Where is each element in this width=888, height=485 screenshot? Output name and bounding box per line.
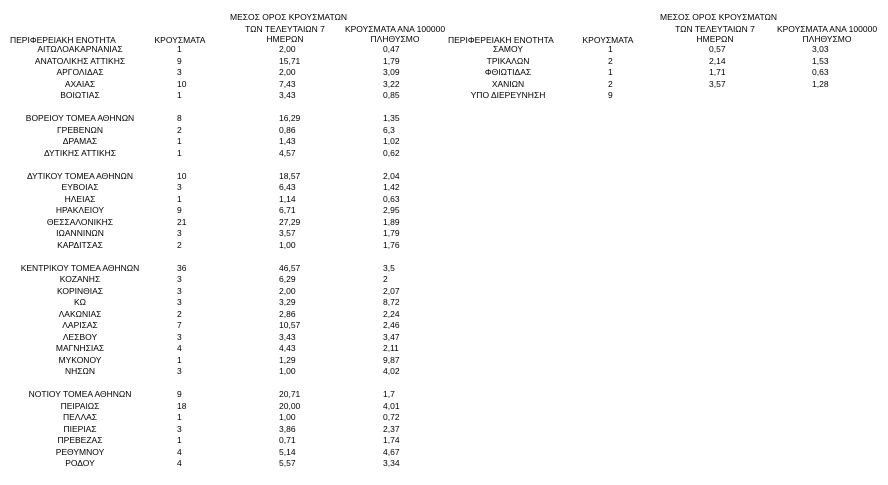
left-cell-region: ΒΟΡΕΙΟΥ ΤΟΜΕΑ ΑΘΗΝΩΝ <box>25 113 135 123</box>
right-cell-per100k: 3,03 <box>812 44 829 54</box>
left-header-per100k-line1: ΚΡΟΥΣΜΑΤΑ ΑΝΑ 100000 <box>344 24 446 34</box>
left-cell-region: ΚΑΡΔΙΤΣΑΣ <box>57 239 103 250</box>
left-cell-per100k: 0,47 <box>383 44 400 54</box>
left-cell-cases: 4 <box>177 458 182 468</box>
left-cell-cases: 9 <box>177 389 182 399</box>
left-cell-cases: 3 <box>177 331 182 342</box>
left-table-row <box>0 182 888 193</box>
right-cell-region: ΥΠΟ ΔΙΕΡΕΥΝΗΣΗ <box>470 90 546 100</box>
left-cell-cases: 3 <box>177 297 182 307</box>
left-cell-region: ΠΙΕΡΙΑΣ <box>63 423 97 434</box>
left-table-row <box>0 458 888 469</box>
left-cell-cases: 3 <box>177 274 182 284</box>
right-cell-cases: 2 <box>608 55 613 66</box>
left-cell-region: ΑΧΑΙΑΣ <box>64 78 96 89</box>
left-table-row <box>0 355 888 366</box>
left-cell-region: ΠΡΕΒΕΖΑΣ <box>57 435 103 445</box>
left-cell-per100k: 4,67 <box>383 446 400 457</box>
left-cell-cases: 10 <box>177 78 187 89</box>
left-header-avg-line3: ΗΜΕΡΩΝ <box>266 34 304 44</box>
left-table-row <box>0 217 888 228</box>
left-cell-region: ΒΟΙΩΤΙΑΣ <box>60 90 100 100</box>
left-cell-avg7: 27,29 <box>279 216 301 227</box>
left-header-avg-line1: ΜΕΣΟΣ ΟΡΟΣ ΚΡΟΥΣΜΑΤΩΝ <box>230 12 347 22</box>
right-cell-avg7: 0,57 <box>709 44 726 54</box>
left-cell-region: ΡΕΘΥΜΝΟΥ <box>55 446 105 457</box>
right-cell-per100k: 1,28 <box>812 78 829 89</box>
left-cell-avg7: 1,00 <box>279 412 296 422</box>
right-table-row <box>0 90 888 101</box>
left-table-row <box>0 286 888 297</box>
left-cell-per100k: 2,37 <box>383 423 400 434</box>
left-cell-avg7: 16,29 <box>279 113 301 123</box>
left-cell-per100k: 1,74 <box>383 435 400 445</box>
left-table-row <box>0 309 888 320</box>
left-table-row <box>0 412 888 423</box>
right-header-per100k-line2: ΠΛΗΘΥΣΜΟ <box>802 34 852 44</box>
left-cell-region: ΚΟΖΑΝΗΣ <box>59 274 101 284</box>
left-cell-region: ΛΑΡΙΣΑΣ <box>62 320 98 330</box>
left-cell-avg7: 18,57 <box>279 170 301 181</box>
left-cell-cases: 4 <box>177 343 182 353</box>
left-cell-avg7: 20,71 <box>279 389 301 399</box>
left-cell-avg7: 2,00 <box>279 67 296 77</box>
left-cell-avg7: 0,71 <box>279 435 296 445</box>
left-cell-per100k: 4,01 <box>383 400 400 411</box>
left-cell-avg7: 4,43 <box>279 343 296 353</box>
left-table-row <box>0 424 888 435</box>
left-table-row <box>0 148 888 159</box>
left-cell-per100k: 0,63 <box>383 193 400 204</box>
left-table-row <box>0 263 888 274</box>
left-table-row <box>0 274 888 285</box>
left-cell-per100k: 2,95 <box>383 205 400 215</box>
left-cell-per100k: 2,24 <box>383 308 400 319</box>
left-cell-region: ΠΕΛΛΑΣ <box>62 412 98 422</box>
left-cell-per100k: 6,3 <box>383 124 395 135</box>
left-cell-region: ΑΡΓΟΛΙΔΑΣ <box>56 67 104 77</box>
left-cell-cases: 3 <box>177 285 182 296</box>
left-cell-region: ΝΟΤΙΟΥ ΤΟΜΕΑ ΑΘΗΝΩΝ <box>28 389 132 399</box>
left-cell-region: ΜΑΓΝΗΣΙΑΣ <box>55 343 105 353</box>
left-cell-region: ΗΡΑΚΛΕΙΟΥ <box>55 205 105 215</box>
left-table-row <box>0 343 888 354</box>
left-cell-cases: 18 <box>177 400 187 411</box>
left-cell-region: ΑΝΑΤΟΛΙΚΗΣ ΑΤΤΙΚΗΣ <box>34 55 126 66</box>
left-cell-avg7: 20,00 <box>279 400 301 411</box>
left-cell-cases: 1 <box>177 90 182 100</box>
left-table-row <box>0 240 888 251</box>
left-table-row <box>0 113 888 124</box>
left-cell-cases: 8 <box>177 113 182 123</box>
left-cell-cases: 1 <box>177 412 182 422</box>
left-cell-region: ΜΥΚΟΝΟΥ <box>58 354 102 365</box>
left-cell-region: ΗΛΕΙΑΣ <box>64 193 96 204</box>
left-cell-cases: 10 <box>177 170 187 181</box>
right-table-row <box>0 44 888 55</box>
left-cell-per100k: 1,89 <box>383 216 400 227</box>
left-table-row <box>0 205 888 216</box>
right-cell-region: ΤΡΙΚΑΛΩΝ <box>486 55 530 66</box>
right-header-per100k-line1: ΚΡΟΥΣΜΑΤΑ ΑΝΑ 100000 <box>776 24 878 34</box>
left-cell-per100k: 3,34 <box>383 458 400 468</box>
left-cell-region: ΘΕΣΣΑΛΟΝΙΚΗΣ <box>46 216 114 227</box>
right-header-region: ΠΕΡΙΦΕΡΕΙΑΚΗ ΕΝΟΤΗΤΑ <box>448 35 554 45</box>
left-header-avg-line2: ΤΩΝ ΤΕΛΕΥΤΑΙΩΝ 7 <box>245 24 325 34</box>
left-cell-avg7: 4,57 <box>279 147 296 158</box>
left-cell-avg7: 6,71 <box>279 205 296 215</box>
left-cell-per100k: 8,72 <box>383 297 400 307</box>
right-cell-per100k: 0,63 <box>812 67 829 77</box>
right-cell-region: ΦΘΙΩΤΙΔΑΣ <box>484 67 532 77</box>
right-table-row <box>0 79 888 90</box>
left-cell-per100k: 2,46 <box>383 320 400 330</box>
left-cell-region: ΛΕΣΒΟΥ <box>62 331 98 342</box>
right-header-per100k <box>768 24 886 44</box>
left-header-per100k <box>340 24 450 44</box>
left-cell-cases: 9 <box>177 55 182 66</box>
left-cell-per100k: 0,62 <box>383 147 400 158</box>
left-cell-cases: 2 <box>177 124 182 135</box>
left-cell-cases: 9 <box>177 205 182 215</box>
right-cell-avg7: 2,14 <box>709 55 726 66</box>
left-cell-per100k: 2,07 <box>383 285 400 296</box>
left-cell-cases: 2 <box>177 239 182 250</box>
left-cell-cases: 3 <box>177 228 182 238</box>
left-table-row <box>0 366 888 377</box>
left-cell-avg7: 5,14 <box>279 446 296 457</box>
left-cell-avg7: 1,29 <box>279 354 296 365</box>
left-header-cases: ΚΡΟΥΣΜΑΤΑ <box>154 35 206 45</box>
left-cell-region: ΓΡΕΒΕΝΩΝ <box>57 124 103 135</box>
left-cell-cases: 3 <box>177 67 182 77</box>
left-header-avg <box>230 12 347 44</box>
left-cell-avg7: 5,57 <box>279 458 296 468</box>
left-cell-avg7: 46,57 <box>279 262 301 273</box>
right-header-avg-line2: ΤΩΝ ΤΕΛΕΥΤΑΙΩΝ 7 <box>675 24 755 34</box>
left-cell-avg7: 0,86 <box>279 124 296 135</box>
left-cell-per100k: 0,85 <box>383 90 400 100</box>
left-cell-per100k: 3,5 <box>383 262 395 273</box>
left-cell-per100k: 3,09 <box>383 67 400 77</box>
left-cell-per100k: 1,79 <box>383 55 400 66</box>
left-cell-per100k: 4,02 <box>383 366 400 376</box>
left-cell-avg7: 3,86 <box>279 423 296 434</box>
left-table-row <box>0 320 888 331</box>
left-cell-avg7: 1,00 <box>279 366 296 376</box>
left-cell-region: ΚΟΡΙΝΘΙΑΣ <box>56 285 104 296</box>
right-header-cases: ΚΡΟΥΣΜΑΤΑ <box>582 35 634 45</box>
left-cell-cases: 4 <box>177 446 182 457</box>
left-cell-avg7: 2,00 <box>279 285 296 296</box>
left-header-per100k-line2: ΠΛΗΘΥΣΜΟ <box>370 34 420 44</box>
left-cell-cases: 1 <box>177 136 182 146</box>
left-cell-avg7: 3,57 <box>279 228 296 238</box>
left-cell-cases: 3 <box>177 423 182 434</box>
left-cell-cases: 1 <box>177 44 182 54</box>
left-cell-avg7: 3,43 <box>279 90 296 100</box>
left-cell-cases: 1 <box>177 193 182 204</box>
left-cell-region: ΛΑΚΩΝΙΑΣ <box>58 308 102 319</box>
left-cell-region: ΕΥΒΟΙΑΣ <box>61 182 99 192</box>
left-cell-avg7: 3,43 <box>279 331 296 342</box>
left-cell-per100k: 2,04 <box>383 170 400 181</box>
left-table-row <box>0 389 888 400</box>
left-cell-region: ΠΕΙΡΑΙΩΣ <box>60 400 100 411</box>
right-cell-cases: 9 <box>608 90 613 100</box>
left-cell-region: ΚΩ <box>73 297 87 307</box>
left-cell-per100k: 1,42 <box>383 182 400 192</box>
left-cell-avg7: 1,14 <box>279 193 296 204</box>
right-cell-region: ΣΑΜΟΥ <box>492 44 523 54</box>
left-cell-avg7: 2,86 <box>279 308 296 319</box>
left-header-region: ΠΕΡΙΦΕΡΕΙΑΚΗ ΕΝΟΤΗΤΑ <box>10 35 116 45</box>
right-cell-cases: 1 <box>608 44 613 54</box>
left-cell-region: ΔΡΑΜΑΣ <box>62 136 98 146</box>
left-cell-per100k: 2,11 <box>383 343 399 353</box>
left-cell-avg7: 1,00 <box>279 239 296 250</box>
left-cell-per100k: 3,22 <box>383 78 400 89</box>
left-table-row <box>0 125 888 136</box>
left-cell-per100k: 1,35 <box>383 113 400 123</box>
left-cell-cases: 1 <box>177 435 182 445</box>
left-cell-avg7: 10,57 <box>279 320 301 330</box>
left-cell-cases: 2 <box>177 308 182 319</box>
right-cell-avg7: 1,71 <box>709 67 726 77</box>
right-header-avg-line3: ΗΜΕΡΩΝ <box>696 34 734 44</box>
right-cell-cases: 2 <box>608 78 613 89</box>
left-cell-cases: 1 <box>177 354 182 365</box>
left-cell-region: ΑΙΤΩΛΟΑΚΑΡΝΑΝΙΑΣ <box>37 44 123 54</box>
left-cell-per100k: 1,7 <box>383 389 395 399</box>
left-cell-cases: 3 <box>177 366 182 376</box>
left-cell-per100k: 9,87 <box>383 354 400 365</box>
left-cell-per100k: 1,76 <box>383 239 400 250</box>
left-table-row <box>0 194 888 205</box>
left-cell-per100k: 1,02 <box>383 136 400 146</box>
left-cell-per100k: 3,47 <box>383 331 400 342</box>
left-table-row <box>0 228 888 239</box>
left-table-row <box>0 136 888 147</box>
left-table-row <box>0 435 888 446</box>
left-cell-avg7: 15,71 <box>279 55 301 66</box>
left-cell-region: ΔΥΤΙΚΟΥ ΤΟΜΕΑ ΑΘΗΝΩΝ <box>26 170 134 181</box>
right-cell-per100k: 1,53 <box>812 55 829 66</box>
left-cell-per100k: 2 <box>383 274 388 284</box>
left-cell-region: ΙΩΑΝΝΙΝΩΝ <box>56 228 104 238</box>
left-cell-avg7: 3,29 <box>279 297 296 307</box>
left-cell-avg7: 7,43 <box>279 78 296 89</box>
right-cell-region: ΧΑΝΙΩΝ <box>491 78 525 89</box>
left-cell-avg7: 1,43 <box>279 136 296 146</box>
right-header-avg-line1: ΜΕΣΟΣ ΟΡΟΣ ΚΡΟΥΣΜΑΤΩΝ <box>660 12 777 22</box>
left-cell-per100k: 0,72 <box>383 412 400 422</box>
left-cell-avg7: 2,00 <box>279 44 296 54</box>
right-cell-avg7: 3,57 <box>709 78 726 89</box>
left-cell-per100k: 1,79 <box>383 228 400 238</box>
right-cell-cases: 1 <box>608 67 613 77</box>
left-cell-cases: 3 <box>177 182 182 192</box>
left-cell-cases: 36 <box>177 262 187 273</box>
left-table-row <box>0 447 888 458</box>
left-cell-cases: 7 <box>177 320 182 330</box>
right-table-row <box>0 67 888 78</box>
left-cell-avg7: 6,43 <box>279 182 296 192</box>
left-cell-region: ΝΗΣΩΝ <box>64 366 96 376</box>
left-cell-region: ΚΕΝΤΡΙΚΟΥ ΤΟΜΕΑ ΑΘΗΝΩΝ <box>20 262 140 273</box>
left-table-row <box>0 297 888 308</box>
left-cell-region: ΡΟΔΟΥ <box>65 458 95 468</box>
left-table-row <box>0 332 888 343</box>
right-table-row <box>0 56 888 67</box>
left-table-row <box>0 401 888 412</box>
left-table-row <box>0 171 888 182</box>
left-cell-cases: 1 <box>177 147 182 158</box>
right-header-avg <box>660 12 777 44</box>
left-cell-avg7: 6,29 <box>279 274 296 284</box>
left-cell-region: ΔΥΤΙΚΗΣ ΑΤΤΙΚΗΣ <box>43 147 117 158</box>
left-cell-cases: 21 <box>177 216 187 227</box>
